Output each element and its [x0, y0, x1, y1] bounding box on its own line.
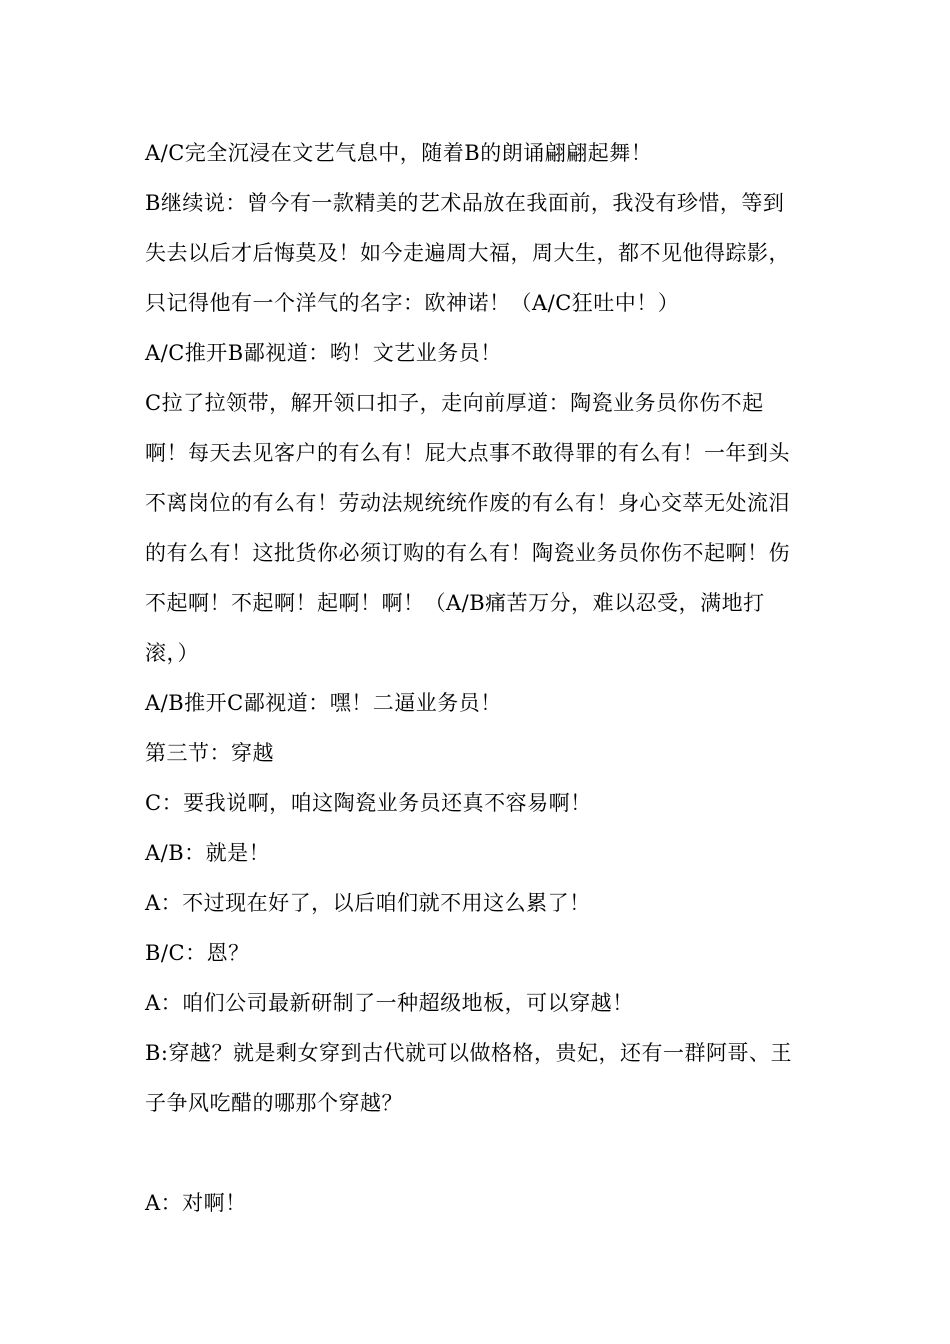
paragraph: B:穿越？就是剩女穿到古代就可以做格格，贵妃，还有一群阿哥、王子争风吃醋的哪那个穿越？ — [145, 1041, 793, 1115]
document-body — [145, 128, 805, 1228]
paragraph: C拉了拉领带，解开领口扣子，走向前厚道：陶瓷业务员你伤不起啊！每天去见客户的有么有！屁大点事不敢得罪的有么有！一年到头不离岗位的有么有！劳动法规统统作废的有么有！身心交萃无处流泪的有么有！这批货你必须订购的有么有！陶瓷业务员你伤不起啊！伤不起啊！不起啊！起啊！啊！（A/B痛苦万分，难以忍受，满地打滚，） — [145, 391, 790, 665]
paragraph: A/B推开C鄙视道：嘿！二逼业务员！ — [145, 691, 502, 715]
paragraph: A：咱们公司最新研制了一种超级地板，可以穿越！ — [145, 991, 634, 1015]
paragraph: A：对啊！ — [145, 1191, 247, 1215]
paragraph: B/C：恩？ — [145, 941, 250, 965]
paragraph: A：不过现在好了，以后咱们就不用这么累了！ — [145, 891, 591, 915]
paragraph: A/C完全沉浸在文艺气息中，随着B的朗诵翩翩起舞！ — [145, 141, 653, 165]
paragraph: A/C推开B鄙视道：哟！文艺业务员！ — [145, 341, 502, 365]
paragraph: B继续说：曾今有一款精美的艺术品放在我面前，我没有珍惜，等到失去以后才后悔莫及！如今走遍周大福，周大生，都不见他得踪影，只记得他有一个洋气的名字：欧神诺！（A/C狂吐中！） — [145, 191, 790, 315]
paragraph: A/B：就是！ — [145, 841, 271, 865]
blank-line — [145, 1128, 805, 1178]
paragraph: C：要我说啊，咱这陶瓷业务员还真不容易啊！ — [145, 791, 592, 815]
section-heading: 第三节：穿越 — [145, 741, 274, 765]
